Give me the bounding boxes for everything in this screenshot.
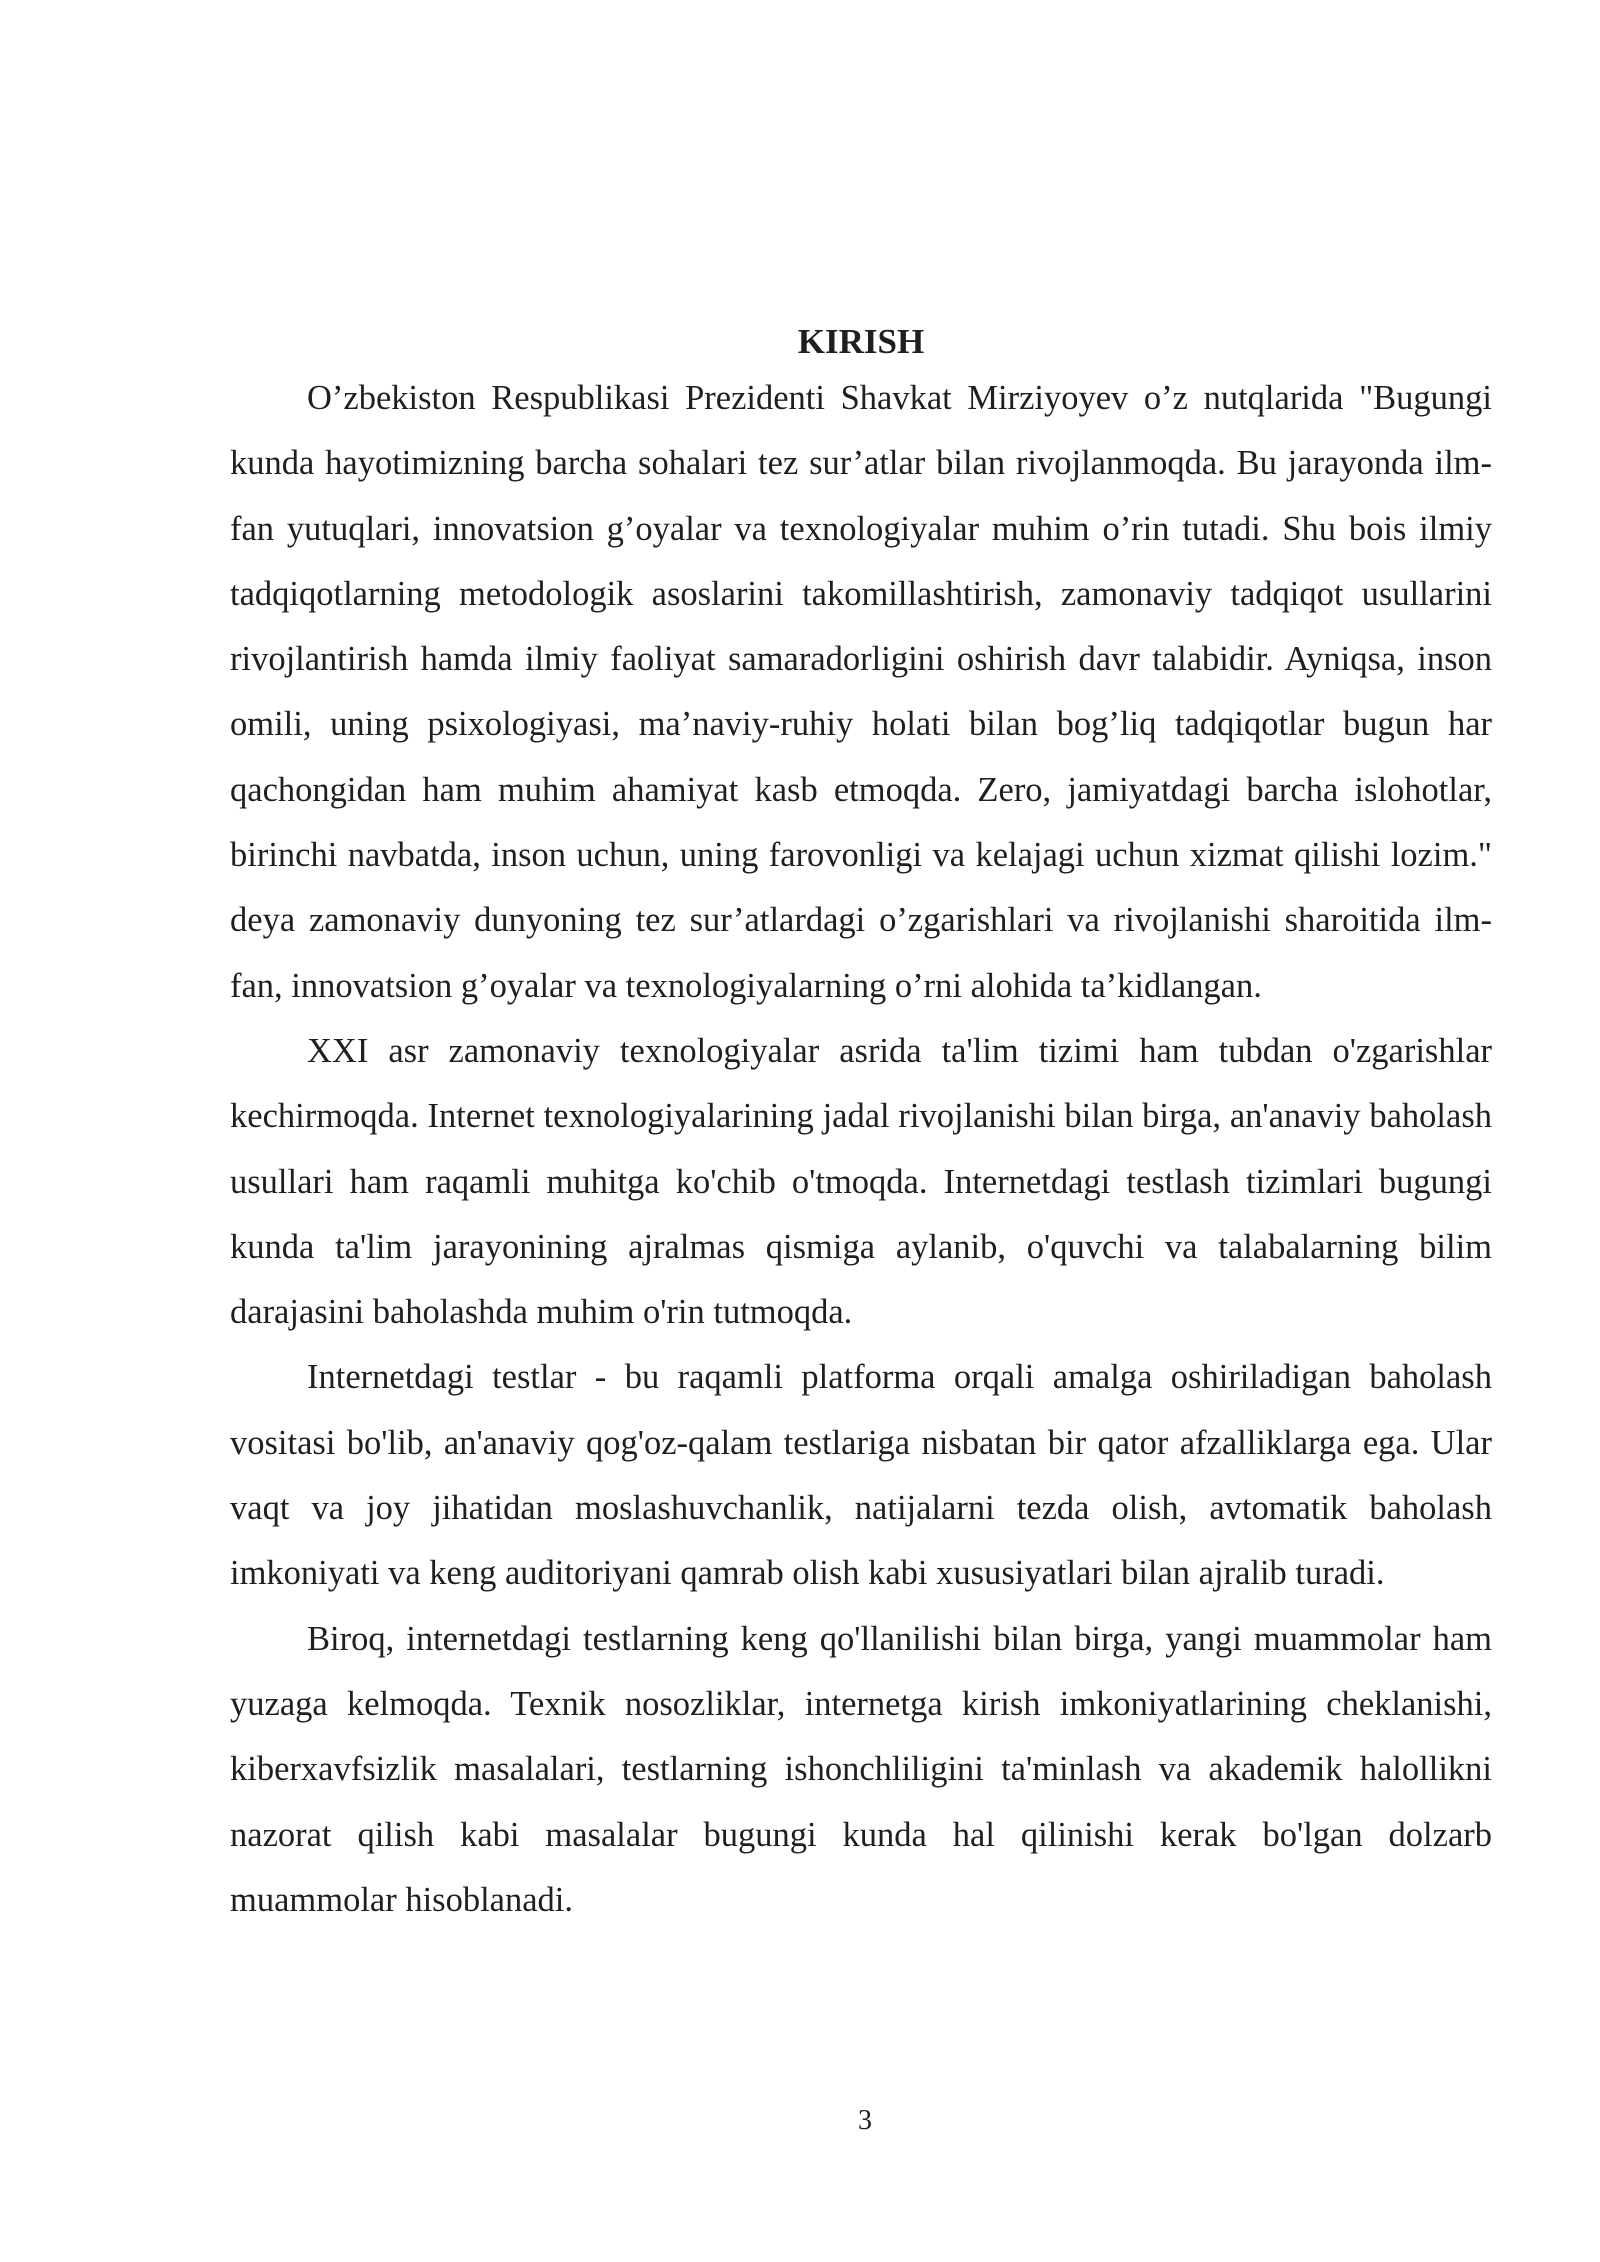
document-body xyxy=(230,318,1492,1933)
paragraph-4: Biroq, internetdagi testlarning keng qo'llanilishi bilan birga, yangi muammolar ham yuzaga kelmoqda. Texnik nosozliklar, internetga kirish imkoniyatlarining cheklanishi, kiberxavfsizlik masalalari, testlarning ishonchliligini ta'minlash va akademik halollikni nazorat qilish kabi masalalar bugungi kunda hal qilinishi kerak bo'lgan dolzarb muammolar hisoblanadi. xyxy=(230,1619,1492,1919)
paragraph-2: XXI asr zamonaviy texnologiyalar asrida ta'lim tizimi ham tubdan o'zgarishlar kechirmoqda. Internet texnologiyalarining jadal rivojlanishi bilan birga, an'anaviy baholash usullari ham raqamli muhitga ko'chib o'tmoqda. Internetdagi testlash tizimlari bugungi kunda ta'lim jarayonining ajralmas qismiga aylanib, o'quvchi va talabalarning bilim darajasini baholashda muhim o'rin tutmoqda. xyxy=(230,1031,1492,1332)
paragraph-1: O’zbekiston Respublikasi Prezidenti Shavkat Mirziyoyev o’z nutqlarida "Bugungi kunda hayotimizning barcha sohalari tez sur’atlar bilan rivojlanmoqda. Bu jarayonda ilm-fan yutuqlari, innovatsion g’oyalar va texnologiyalar muhim o’rin tutadi. Shu bois ilmiy tadqiqotlarning metodologik asoslarini takomillashtirish, zamonaviy tadqiqot usullarini rivojlantirish hamda ilmiy faoliyat samaradorligini oshirish davr talabidir. Ayniqsa, inson omili, uning psixologiyasi, ma’naviy-ruhiy holati bilan bog’liq tadqiqotlar bugun har qachongidan ham muhim ahamiyat kasb etmoqda. Zero, jamiyatdagi barcha islohotlar, birinchi navbatda, inson uchun, uning farovonligi va kelajagi uchun xizmat qilishi lozim." deya zamonaviy dunyoning tez sur’atlardagi o’zgarishlari va rivojlanishi sharoitida ilm-fan, innovatsion g’oyalar va texnologiyalarning o’rni alohida ta’kidlangan. xyxy=(230,379,1492,1005)
section-title: KIRISH xyxy=(797,322,925,361)
page-number: 3 xyxy=(858,2105,872,2136)
paragraph-3: Internetdagi testlar - bu raqamli platforma orqali amalga oshiriladigan baholash vositasi bo'lib, an'anaviy qog'oz-qalam testlariga nisbatan bir qator afzalliklarga ega. Ular vaqt va joy jihatidan moslashuvchanlik, natijalarni tezda olish, avtomatik baholash imkoniyati va keng auditoriyani qamrab olish kabi xususiyatlari bilan ajralib turadi. xyxy=(230,1358,1492,1593)
